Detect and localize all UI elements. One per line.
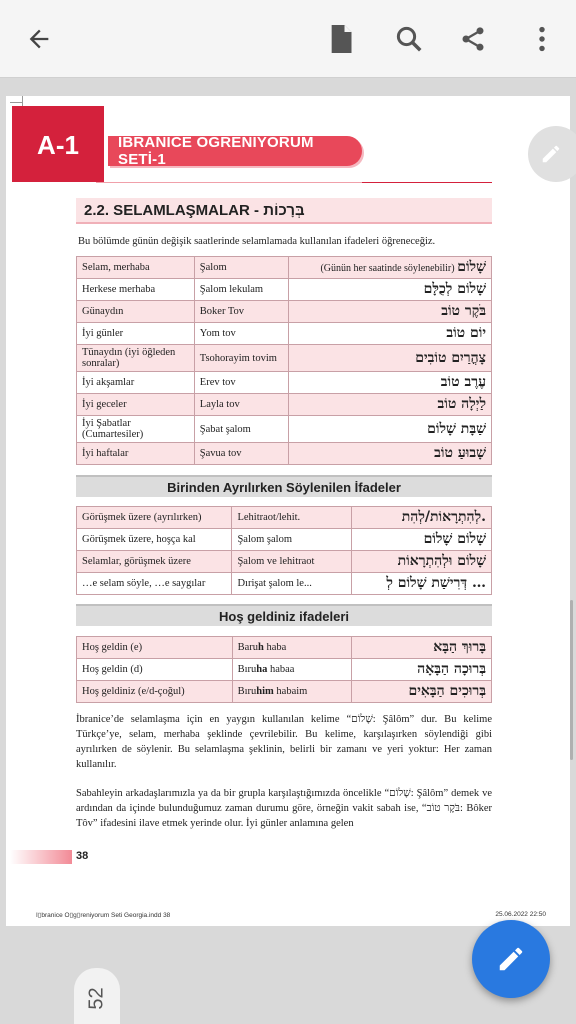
hebrew-cell [288, 443, 491, 465]
page-indicator[interactable] [74, 968, 120, 1024]
hebrew-cell [288, 416, 491, 443]
crop-mark [10, 102, 22, 103]
translit-text: Bıru [237, 686, 257, 697]
translit-cell: Erev tov [194, 372, 288, 394]
translit-cell: Şalom lekulam [194, 279, 288, 301]
hebrew-text: לַיְלָה טוֹב [437, 396, 486, 412]
table-row [77, 529, 492, 551]
hebrew-cell [288, 279, 491, 301]
turkish-cell: Tünaydın (iyi öğleden sonralar) [77, 345, 195, 372]
hebrew-cell [288, 345, 491, 372]
hebrew-text: בֹּקֶר טוֹב [441, 303, 486, 319]
translit-emphasis: him [256, 686, 274, 697]
subsection-bar [76, 475, 492, 497]
header-divider [96, 182, 366, 183]
subsection-title: Hoş geldiniz ifadeleri [218, 608, 350, 624]
turkish-cell: Görüşmek üzere, hoşça kal [77, 529, 232, 551]
translit-cell: Yom tov [194, 323, 288, 345]
table-row [77, 443, 492, 465]
table-row [77, 573, 492, 595]
turkish-cell: Herkese merhaba [77, 279, 195, 301]
body-paragraph: Sabahleyin arkadaşlarımızla ya da bir grupla karşılaştığımızda öncelikle “שָׁלוֹם: Şâlôm” demek ve ardından da içinde bulunduğumuz zaman durumu göre, örneğin vakit sabah ise, “בֹּקֶר טוֹב: Bôker Tôv” ifadesini ilave etmek yerinde olur. İyi günler anlamına gelen [76, 788, 493, 829]
body-paragraph: İbranice’de selamlaşma için en yaygın kullanılan kelime “שָׁלוֹם: Şâlôm” dur. Bu kelime Türkçe’ye, selam, merhaba şeklinde çevrilebilir. Bu kelime, karşılaşırken söylendiği gibi ayrılırken de söylenir. Bu selamlaşma şeklinin, belirli bir zamanı ve yeri yoktur: Her zaman kullanılır. [76, 714, 493, 770]
table-row [77, 551, 492, 573]
hebrew-text: צָהֳרַיִם טוֹבִים [415, 349, 486, 366]
section-title-text: 2.2. SELAMLAŞMALAR - בְּרָכוֹת [84, 201, 305, 219]
chapter-label: A-1 [37, 130, 79, 160]
print-footer [36, 911, 546, 919]
page-number: 38 [76, 850, 89, 862]
turkish-cell: Hoş geldin (d) [77, 659, 233, 681]
header-divider [362, 182, 492, 183]
footer-timestamp: 25.06.2022 22:50 [495, 911, 546, 918]
turkish-cell: …e selam söyle, …e saygılar [77, 573, 232, 595]
hebrew-text: שָׁבוּעַ טוֹב [434, 445, 486, 461]
hebrew-cell [288, 257, 491, 279]
hebrew-text: עֶרֶב טוֹב [440, 374, 486, 390]
hebrew-text: שָׁלוֹם וּלְהִתְרָאוֹת [397, 553, 486, 569]
table-row [77, 681, 492, 703]
turkish-cell: Günaydın [77, 301, 195, 323]
hebrew-cell [288, 372, 491, 394]
translit-emphasis: ha [256, 664, 268, 675]
table-row [77, 416, 492, 443]
turkish-cell: İyi geceler [77, 394, 195, 416]
hebrew-cell [352, 529, 492, 551]
translit-cell [232, 637, 352, 659]
turkish-cell: Hoş geldin (e) [77, 637, 233, 659]
translit-text: Baru [237, 642, 259, 653]
table-row [77, 394, 492, 416]
hebrew-cell [352, 573, 492, 595]
translit-cell: Şavua tov [194, 443, 288, 465]
hebrew-cell [352, 659, 492, 681]
translit-text: haba [263, 642, 287, 653]
footer-filename: I▯branice O▯g▯reniyorum Seti Georgia.indd 38 [36, 912, 171, 919]
translit-text: habaim [273, 686, 308, 697]
translit-cell: Lehitraot/lehit. [232, 507, 352, 529]
farewell-table [76, 506, 492, 595]
hebrew-text: בָּרוּךְ הַבָּא [433, 639, 486, 655]
turkish-cell: İyi günler [77, 323, 195, 345]
more-vert-icon[interactable] [525, 22, 559, 56]
document-page [6, 96, 570, 926]
edit-fab-icon[interactable] [472, 920, 550, 998]
table-row [77, 257, 492, 279]
greetings-table [76, 256, 492, 465]
table-row [77, 323, 492, 345]
section-heading [76, 198, 492, 224]
turkish-cell: İyi akşamlar [77, 372, 195, 394]
hebrew-text: בְּרוּכָה הַבָּאָה [417, 661, 486, 677]
hebrew-text: לְהִתְרָאוֹת/לְהִת. [401, 509, 486, 525]
page-number-bar [10, 850, 72, 864]
table-row [77, 301, 492, 323]
crop-mark [22, 96, 23, 106]
turkish-cell: Selam, merhaba [77, 257, 195, 279]
table-row [77, 507, 492, 529]
hebrew-text: דְּרִישַׁת שָׁלוֹם לְ … [386, 575, 486, 591]
translit-cell: Dırişat şalom le... [232, 573, 352, 595]
book-title: İBRANİCE ÖĞRENİYORUM SETİ-1 [118, 134, 314, 168]
translit-text: habaa [267, 664, 295, 675]
turkish-cell: Hoş geldiniz (e/d-çoğul) [77, 681, 233, 703]
table-row [77, 659, 492, 681]
hebrew-cell [352, 551, 492, 573]
table-row [77, 345, 492, 372]
translit-cell: Şalom [194, 257, 288, 279]
book-header [108, 136, 362, 166]
hebrew-cell [288, 394, 491, 416]
hebrew-cell [352, 637, 492, 659]
turkish-cell: Görüşmek üzere (ayrılırken) [77, 507, 232, 529]
translit-emphasis: h [258, 642, 264, 653]
translit-cell: Şalom ve lehitraot [232, 551, 352, 573]
translit-cell: Boker Tov [194, 301, 288, 323]
subsection-title: Birinden Ayrılırken Söylenilen İfadeler [167, 479, 401, 495]
translit-cell: Şalom şalom [232, 529, 352, 551]
hebrew-text: שָׁלוֹם [457, 259, 486, 275]
translit-cell: Layla tov [194, 394, 288, 416]
hebrew-cell [288, 323, 491, 345]
subsection-bar [76, 604, 492, 626]
edit-icon[interactable] [528, 126, 576, 182]
hebrew-cell [352, 507, 492, 529]
hebrew-text: שַׁבָּת שָׁלוֹם [427, 420, 486, 437]
hebrew-text: בְּרוּכִים הַבָּאִים [408, 683, 486, 699]
note-text: (Günün her saatinde söylenebilir) [320, 263, 455, 274]
app-toolbar [0, 0, 576, 78]
back-arrow-icon[interactable] [22, 22, 56, 56]
translit-text: Bıru [237, 664, 257, 675]
hebrew-text: שָׁלוֹם לְכֻלָּם [423, 281, 486, 297]
hebrew-text: יוֹם טוֹב [446, 325, 486, 341]
translit-cell: Tsohorayim tovim [194, 345, 288, 372]
table-row [77, 372, 492, 394]
scrollbar[interactable] [570, 600, 573, 760]
document-icon[interactable] [324, 22, 358, 56]
hebrew-cell [288, 301, 491, 323]
turkish-cell: İyi haftalar [77, 443, 195, 465]
search-icon[interactable] [392, 22, 426, 56]
translit-cell: Şabat şalom [194, 416, 288, 443]
hebrew-cell [352, 681, 492, 703]
page-indicator-number: 52 [85, 986, 108, 1010]
table-row [77, 637, 492, 659]
hebrew-text: שָׁלוֹם שָׁלוֹם [423, 531, 486, 547]
turkish-cell: İyi Şabatlar (Cumartesiler) [77, 416, 195, 443]
chapter-tab [12, 106, 104, 182]
translit-cell [232, 681, 352, 703]
table-row [77, 279, 492, 301]
welcome-table [76, 636, 492, 703]
intro-text: Bu bölümde günün değişik saatlerinde selamlamada kullanılan ifadeleri öğreneceğiz. [78, 236, 436, 247]
share-icon[interactable] [456, 22, 490, 56]
turkish-cell: Selamlar, görüşmek üzere [77, 551, 232, 573]
translit-cell [232, 659, 352, 681]
